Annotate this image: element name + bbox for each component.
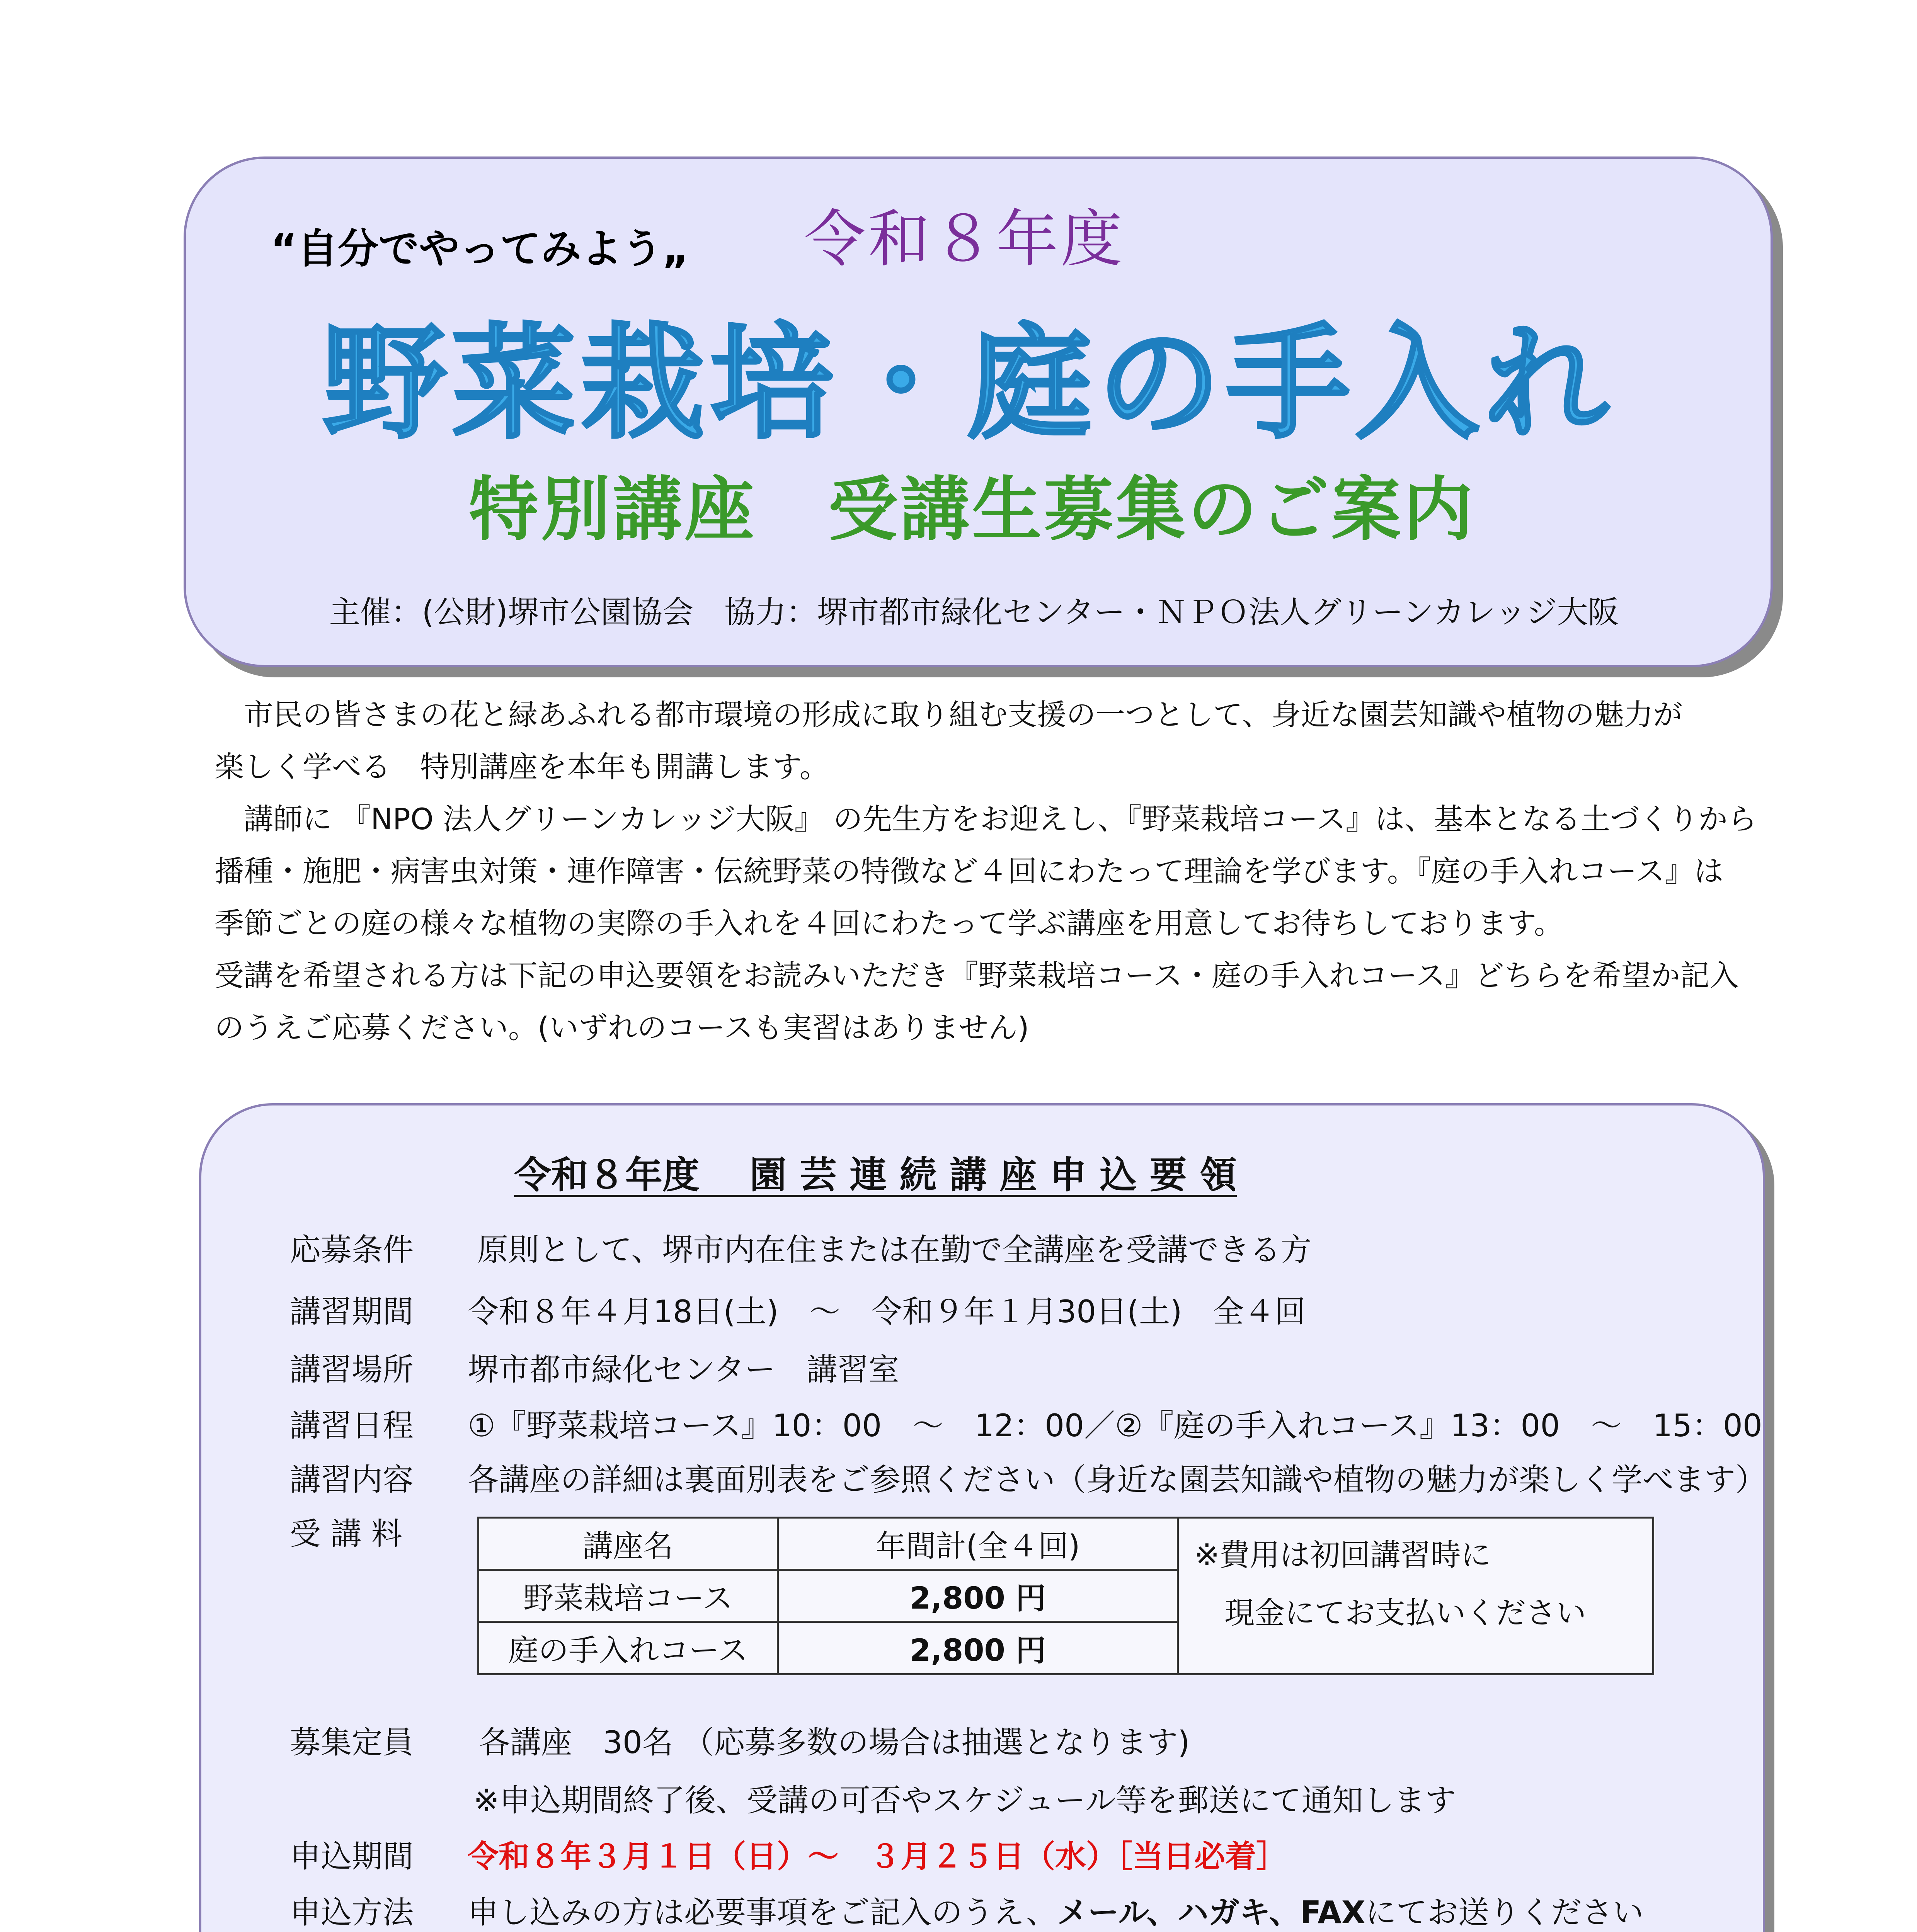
period-label: 講習期間 <box>290 1294 414 1330</box>
content-value: 各講座の詳細は裏面別表をご参照ください（身近な園芸知識や植物の魅力が楽しく学べます） <box>468 1462 1766 1498</box>
main-title: 野菜栽培・庭の手入れ <box>323 312 1614 456</box>
intro-line: 受講を希望される方は下記の申込要領をお読みいただき『野菜栽培コース・庭の手入れコース』どちらを希望か記入 <box>215 958 1739 993</box>
intro-line: 播種・施肥・病害虫対策・連作障害・伝統野菜の特徴など４回にわたって理論を学びます。『庭の手入れコース』は <box>215 854 1724 888</box>
content-label: 講習内容 <box>290 1462 414 1498</box>
capacity-label: 募集定員 <box>290 1725 414 1760</box>
fee-course-name: 庭の手入れコース <box>478 1622 778 1674</box>
fee-note-line: ※費用は初回講習時に <box>1194 1538 1491 1573</box>
fee-header-course: 講座名 <box>478 1518 778 1570</box>
fee-note-line: 現金にてお支払いください <box>1194 1596 1587 1631</box>
tagline: “自分でやってみよう„ <box>271 225 690 272</box>
sponsor-line: 主催：(公財)堺市公園協会 協力：堺市都市緑化センター・ＮＰＯ法人グリーンカレッジ大阪 <box>329 594 1619 630</box>
schedule-label: 講習日程 <box>290 1408 414 1444</box>
guideline-title: 令和８年度 園 芸 連 続 講 座 申 込 要 領 <box>514 1153 1237 1197</box>
conditions-label: 応募条件 <box>290 1232 414 1268</box>
period-value: 令和８年４月18日(土) ～ 令和９年１月30日(土) 全４回 <box>468 1294 1306 1330</box>
intro-line: 季節ごとの庭の様々な植物の実際の手入れを４回にわたって学ぶ講座を用意してお待ちしております。 <box>215 906 1563 940</box>
capacity-value: 各講座 30名 （応募多数の場合は抽選となります) <box>479 1725 1190 1760</box>
table-row <box>478 1518 1653 1570</box>
place-value: 堺市都市緑化センター 講習室 <box>468 1352 899 1388</box>
schedule-value: ①『野菜栽培コース』10：00 ～ 12：00／②『庭の手入れコース』13：00 ～ 15：00 <box>468 1408 1762 1444</box>
year-title: 令和８年度 <box>804 203 1125 275</box>
fee-amount: 2,800 円 <box>778 1570 1178 1622</box>
fee-table <box>477 1517 1654 1675</box>
method-value <box>468 1888 1644 1932</box>
fee-note <box>1178 1518 1653 1674</box>
intro-line: 市民の皆さまの花と緑あふれる都市環境の形成に取り組む支援の一つとして、身近な園芸知識や植物の魅力が <box>215 697 1683 732</box>
conditions-value: 原則として、堺市内在住または在勤で全講座を受講できる方 <box>477 1232 1312 1268</box>
apply-period-label: 申込期間 <box>290 1838 414 1874</box>
method-text: 申し込みの方は必要事項をご記入のうえ、 <box>468 1895 1057 1930</box>
method-label: 申込方法 <box>290 1895 414 1930</box>
fee-course-name: 野菜栽培コース <box>478 1570 778 1622</box>
intro-line: 講師に 『NPO 法人グリーンカレッジ大阪』 の先生方をお迎えし、『野菜栽培コース』は、基本となる土づくりから <box>215 802 1757 836</box>
method-channels: メール、ハガキ、FAX <box>1057 1895 1365 1930</box>
fee-amount: 2,800 円 <box>778 1622 1178 1674</box>
place-label: 講習場所 <box>290 1352 414 1388</box>
intro-line: 楽しく学べる 特別講座を本年も開講します。 <box>215 750 829 784</box>
capacity-note: ※申込期間終了後、受講の可否やスケジュール等を郵送にて通知します <box>473 1782 1456 1818</box>
fee-header-total: 年間計(全４回) <box>778 1518 1178 1570</box>
apply-period-value: 令和８年３月１日（日）～ ３月２５日（水）［当日必着］ <box>468 1838 1287 1874</box>
sub-title: 特別講座 受講生募集のご案内 <box>468 469 1475 550</box>
method-text: にてお送りください <box>1365 1895 1644 1930</box>
intro-line: のうえご応募ください。(いずれのコースも実習はありません) <box>215 1010 1029 1045</box>
fee-label: 受 講 料 <box>290 1516 402 1552</box>
